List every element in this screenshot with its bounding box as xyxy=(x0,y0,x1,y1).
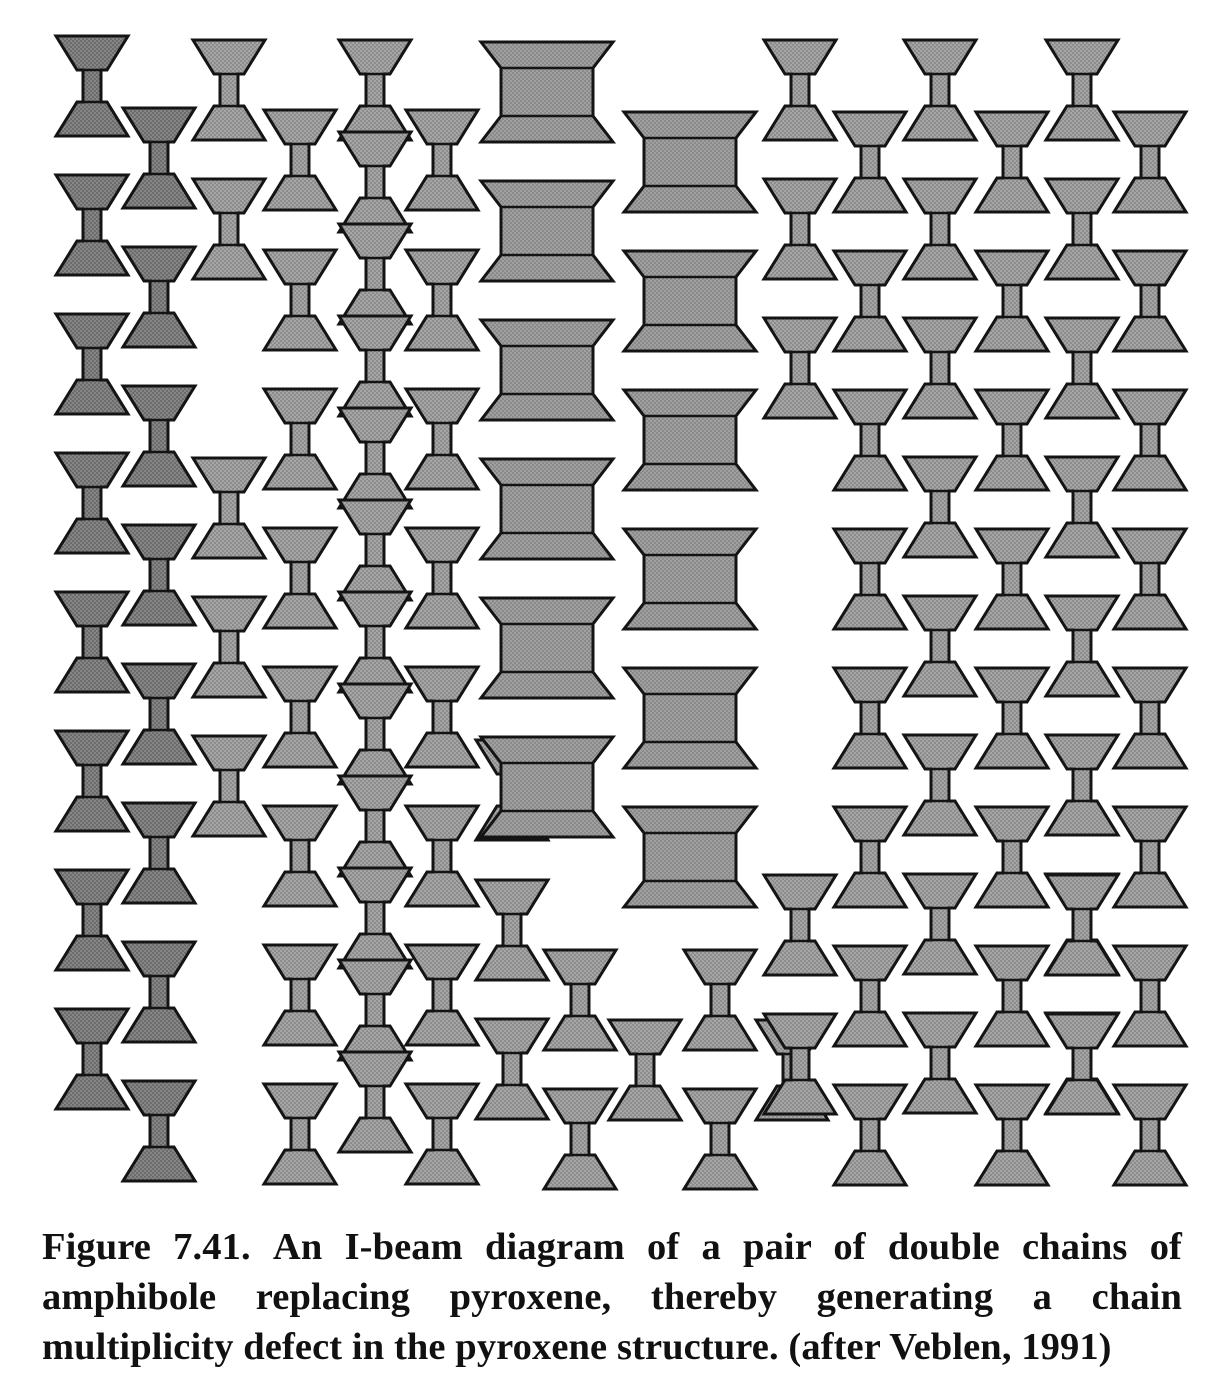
pyroxene-i-beam xyxy=(193,597,265,697)
pyroxene-i-beam xyxy=(1046,318,1118,418)
amphibole-i-beam xyxy=(481,181,613,281)
pyroxene-i-beam xyxy=(834,529,906,629)
amphibole-i-beam xyxy=(481,320,613,420)
amphibole-i-beam xyxy=(624,251,756,351)
pyroxene-i-beam xyxy=(339,776,411,876)
pyroxene-i-beam xyxy=(123,1081,195,1181)
pyroxene-i-beam xyxy=(1114,112,1186,212)
amphibole-i-beam xyxy=(481,598,613,698)
pyroxene-i-beam xyxy=(764,318,836,418)
pyroxene-i-beam xyxy=(406,1084,478,1184)
pyroxene-i-beam xyxy=(764,1014,836,1114)
pyroxene-i-beam xyxy=(1114,251,1186,351)
pyroxene-i-beam xyxy=(264,528,336,628)
pyroxene-i-beam xyxy=(1114,529,1186,629)
amphibole-i-beam xyxy=(481,459,613,559)
pyroxene-i-beam xyxy=(904,457,976,557)
pyroxene-i-beam xyxy=(264,667,336,767)
pyroxene-i-beam xyxy=(193,458,265,558)
pyroxene-i-beam xyxy=(264,806,336,906)
amphibole-i-beam xyxy=(481,737,613,837)
pyroxene-i-beam xyxy=(976,112,1048,212)
pyroxene-i-beam xyxy=(684,1089,756,1189)
pyroxene-i-beam xyxy=(1046,179,1118,279)
pyroxene-i-beam xyxy=(1114,668,1186,768)
pyroxene-i-beam xyxy=(339,960,411,1060)
pyroxene-i-beam xyxy=(904,318,976,418)
amphibole-i-beam xyxy=(624,668,756,768)
pyroxene-i-beam xyxy=(406,806,478,906)
pyroxene-i-beam xyxy=(1114,390,1186,490)
pyroxene-i-beam xyxy=(834,668,906,768)
amphibole-i-beam xyxy=(624,807,756,907)
pyroxene-i-beam xyxy=(56,1009,128,1109)
pyroxene-i-beam xyxy=(264,250,336,350)
pyroxene-i-beam xyxy=(976,807,1048,907)
pyroxene-i-beam xyxy=(264,389,336,489)
pyroxene-i-beam xyxy=(976,390,1048,490)
pyroxene-i-beam xyxy=(1114,946,1186,1046)
pyroxene-i-beam xyxy=(406,389,478,489)
pyroxene-i-beam xyxy=(904,735,976,835)
pyroxene-i-beam xyxy=(976,668,1048,768)
pyroxene-i-beam xyxy=(406,945,478,1045)
pyroxene-i-beam xyxy=(1046,875,1118,975)
pyroxene-i-beam xyxy=(56,870,128,970)
pyroxene-i-beam xyxy=(264,945,336,1045)
pyroxene-i-beam xyxy=(1046,40,1118,140)
pyroxene-i-beam xyxy=(123,525,195,625)
pyroxene-i-beam xyxy=(264,110,336,210)
pyroxene-i-beam xyxy=(339,1052,411,1152)
amphibole-i-beam xyxy=(624,112,756,212)
pyroxene-i-beam xyxy=(976,946,1048,1046)
pyroxene-i-beam xyxy=(476,1019,548,1119)
figure-caption xyxy=(42,1222,1182,1372)
pyroxene-i-beam xyxy=(1114,807,1186,907)
pyroxene-i-beam xyxy=(976,1085,1048,1185)
pyroxene-i-beam xyxy=(764,875,836,975)
amphibole-i-beam xyxy=(624,529,756,629)
pyroxene-i-beam xyxy=(609,1020,681,1120)
pyroxene-i-beam xyxy=(684,950,756,1050)
pyroxene-i-beam xyxy=(339,592,411,692)
pyroxene-i-beam xyxy=(123,803,195,903)
pyroxene-i-beam xyxy=(764,40,836,140)
pyroxene-i-beam xyxy=(123,386,195,486)
pyroxene-i-beam xyxy=(56,731,128,831)
pyroxene-i-beam xyxy=(1046,596,1118,696)
pyroxene-i-beam xyxy=(406,110,478,210)
pyroxene-i-beam xyxy=(339,408,411,508)
pyroxene-i-beam xyxy=(123,664,195,764)
pyroxene-i-beam xyxy=(339,132,411,232)
pyroxene-i-beam xyxy=(406,528,478,628)
pyroxene-i-beam xyxy=(56,36,128,136)
pyroxene-i-beam xyxy=(339,316,411,416)
pyroxene-i-beam xyxy=(339,40,411,140)
amphibole-i-beam xyxy=(624,390,756,490)
pyroxene-i-beam xyxy=(976,529,1048,629)
pyroxene-i-beam xyxy=(339,224,411,324)
pyroxene-i-beam xyxy=(1114,1085,1186,1185)
amphibole-i-beam xyxy=(481,42,613,142)
pyroxene-i-beam xyxy=(834,251,906,351)
pyroxene-i-beam xyxy=(904,1013,976,1113)
pyroxene-i-beam xyxy=(193,179,265,279)
pyroxene-i-beam xyxy=(193,736,265,836)
pyroxene-i-beam xyxy=(834,390,906,490)
pyroxene-i-beam xyxy=(56,314,128,414)
pyroxene-i-beam xyxy=(339,684,411,784)
pyroxene-i-beam xyxy=(544,950,616,1050)
figure-label: Figure 7.41. xyxy=(42,1226,251,1268)
pyroxene-i-beam xyxy=(904,596,976,696)
pyroxene-i-beam xyxy=(406,667,478,767)
pyroxene-i-beam xyxy=(1046,1014,1118,1114)
pyroxene-i-beam xyxy=(339,500,411,600)
pyroxene-i-beam xyxy=(904,40,976,140)
pyroxene-i-beam xyxy=(264,1084,336,1184)
pyroxene-i-beam xyxy=(56,592,128,692)
pyroxene-i-beam xyxy=(904,179,976,279)
pyroxene-i-beam xyxy=(834,946,906,1046)
pyroxene-i-beam xyxy=(56,175,128,275)
pyroxene-i-beam xyxy=(56,453,128,553)
pyroxene-i-beam xyxy=(834,807,906,907)
pyroxene-i-beam xyxy=(406,250,478,350)
pyroxene-i-beam xyxy=(976,251,1048,351)
pyroxene-i-beam xyxy=(1046,457,1118,557)
pyroxene-i-beam xyxy=(764,179,836,279)
pyroxene-i-beam xyxy=(339,868,411,968)
caption-text: An I-beam diagram of a pair of double chains of amphibole replacing pyroxene, thereby generating a chain multiplicity defect in the pyroxene structure. (after Veblen, 1991) xyxy=(42,1226,1182,1368)
pyroxene-i-beam xyxy=(123,247,195,347)
pyroxene-i-beam xyxy=(123,108,195,208)
pyroxene-i-beam xyxy=(904,874,976,974)
pyroxene-i-beam xyxy=(1046,735,1118,835)
pyroxene-i-beam xyxy=(476,880,548,980)
pyroxene-i-beam xyxy=(544,1089,616,1189)
pyroxene-i-beam xyxy=(193,40,265,140)
pyroxene-i-beam xyxy=(834,1085,906,1185)
pyroxene-i-beam xyxy=(123,942,195,1042)
pyroxene-i-beam xyxy=(834,112,906,212)
